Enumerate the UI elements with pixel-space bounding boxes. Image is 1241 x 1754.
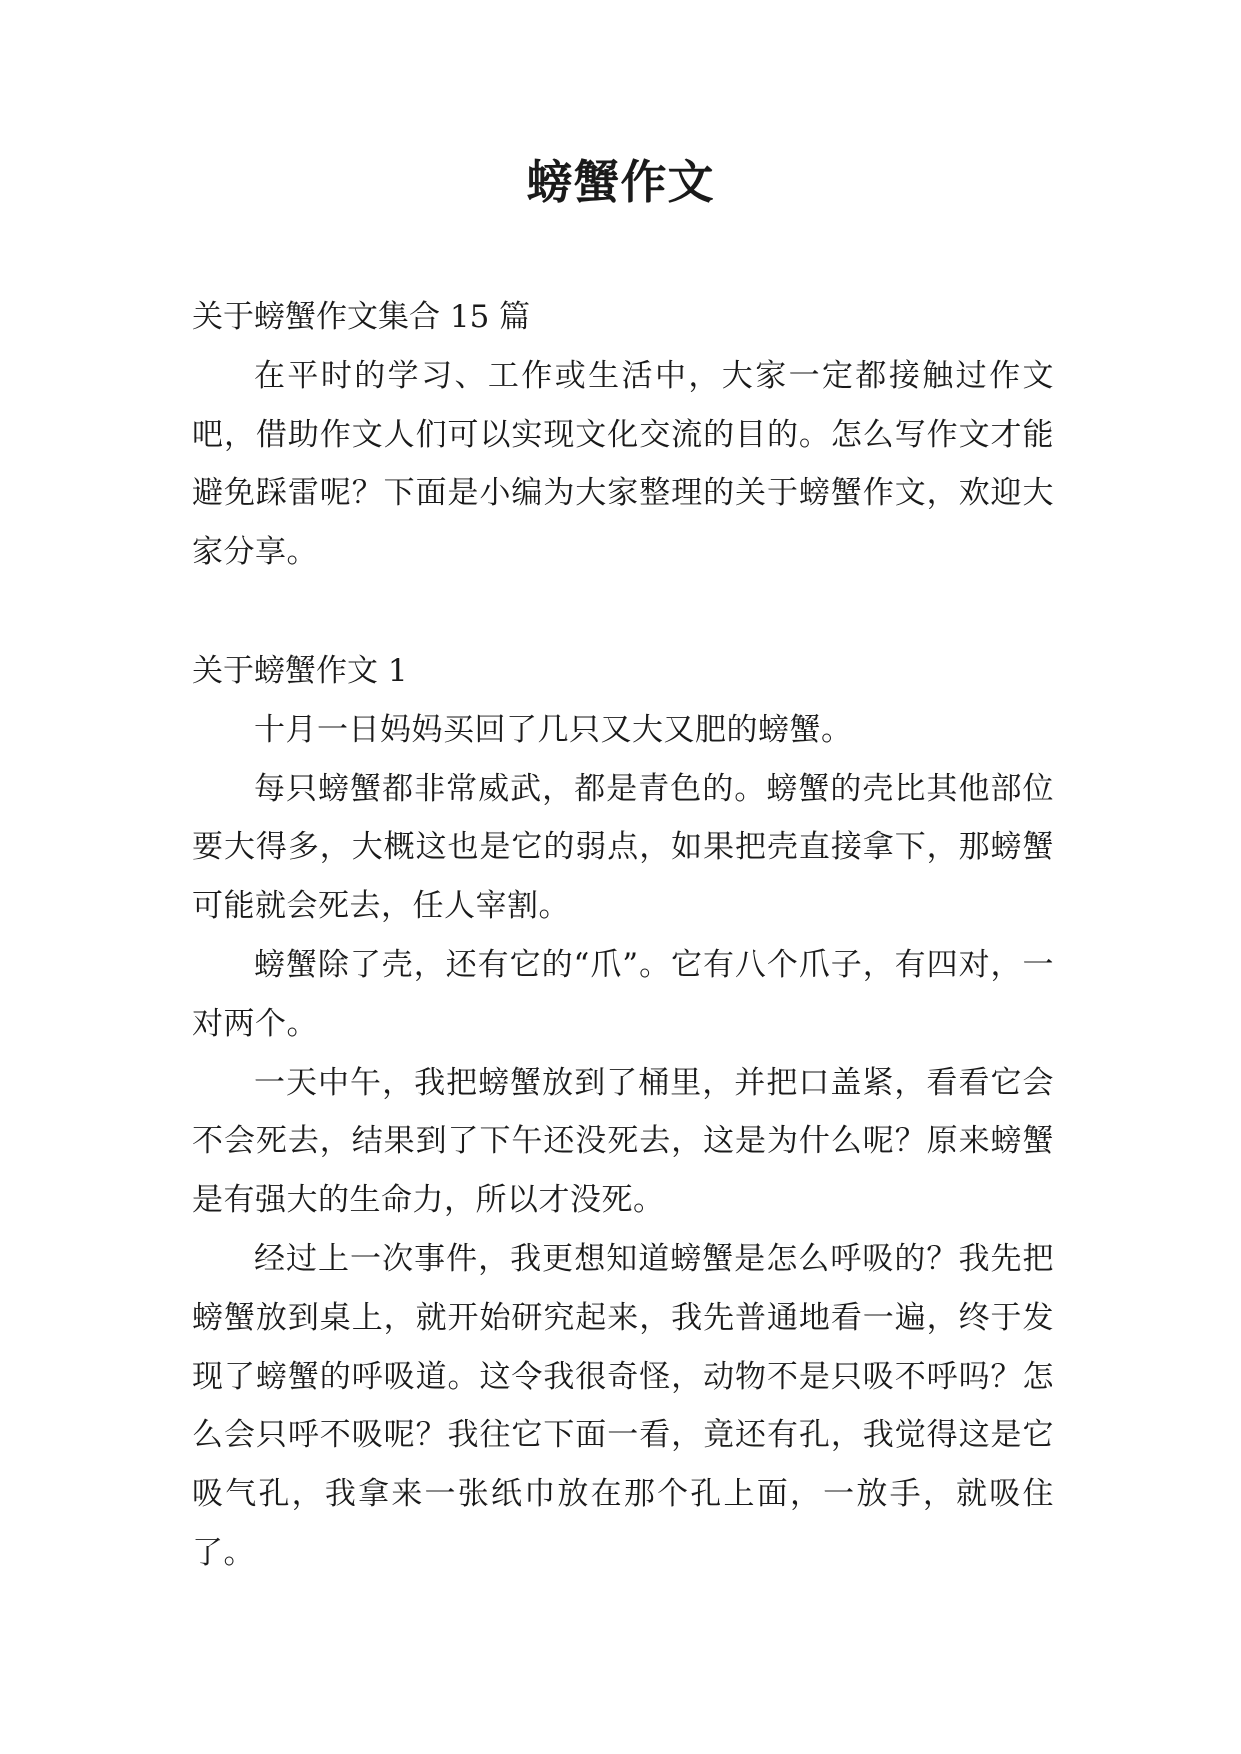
document-body: [192, 288, 1054, 1583]
body-paragraph-3: 螃蟹除了壳，还有它的“爪”。它有八个爪子，有四对，一对两个。: [192, 946, 1054, 1042]
intro-paragraph: 在平时的学习、工作或生活中，大家一定都接触过作文吧，借助作文人们可以实现文化交流的目的。怎么写作文才能避免踩雷呢？下面是小编为大家整理的关于螃蟹作文，欢迎大家分享。: [192, 357, 1054, 571]
collection-heading: 关于螃蟹作文集合 15 篇: [192, 299, 531, 335]
body-paragraph-1: 十月一日妈妈买回了几只又大又肥的螃蟹。: [254, 711, 853, 748]
section-gap: [192, 582, 1054, 642]
body-paragraph-4: 一天中午，我把螃蟹放到了桶里，并把口盖紧，看看它会不会死去，结果到了下午还没死去，这是为什么呢？原来螃蟹是有强大的生命力，所以才没死。: [192, 1064, 1054, 1219]
body-paragraph-5: 经过上一次事件，我更想知道螃蟹是怎么呼吸的？我先把螃蟹放到桌上，就开始研究起来，我先普通地看一遍，终于发现了螃蟹的呼吸道。这令我很奇怪，动物不是只吸不呼吗？怎么会只呼不吸呢？我往它下面一看，竟还有孔，我觉得这是它吸气孔，我拿来一张纸巾放在那个孔上面，一放手，就吸住了。: [192, 1240, 1054, 1571]
section-heading: 关于螃蟹作文 1: [192, 652, 408, 689]
document-title: 螃蟹作文: [526, 155, 715, 209]
body-paragraph-2: 每只螃蟹都非常威武，都是青色的。螃蟹的壳比其他部位要大得多，大概这也是它的弱点，如果把壳直接拿下，那螃蟹可能就会死去，任人宰割。: [192, 770, 1054, 925]
